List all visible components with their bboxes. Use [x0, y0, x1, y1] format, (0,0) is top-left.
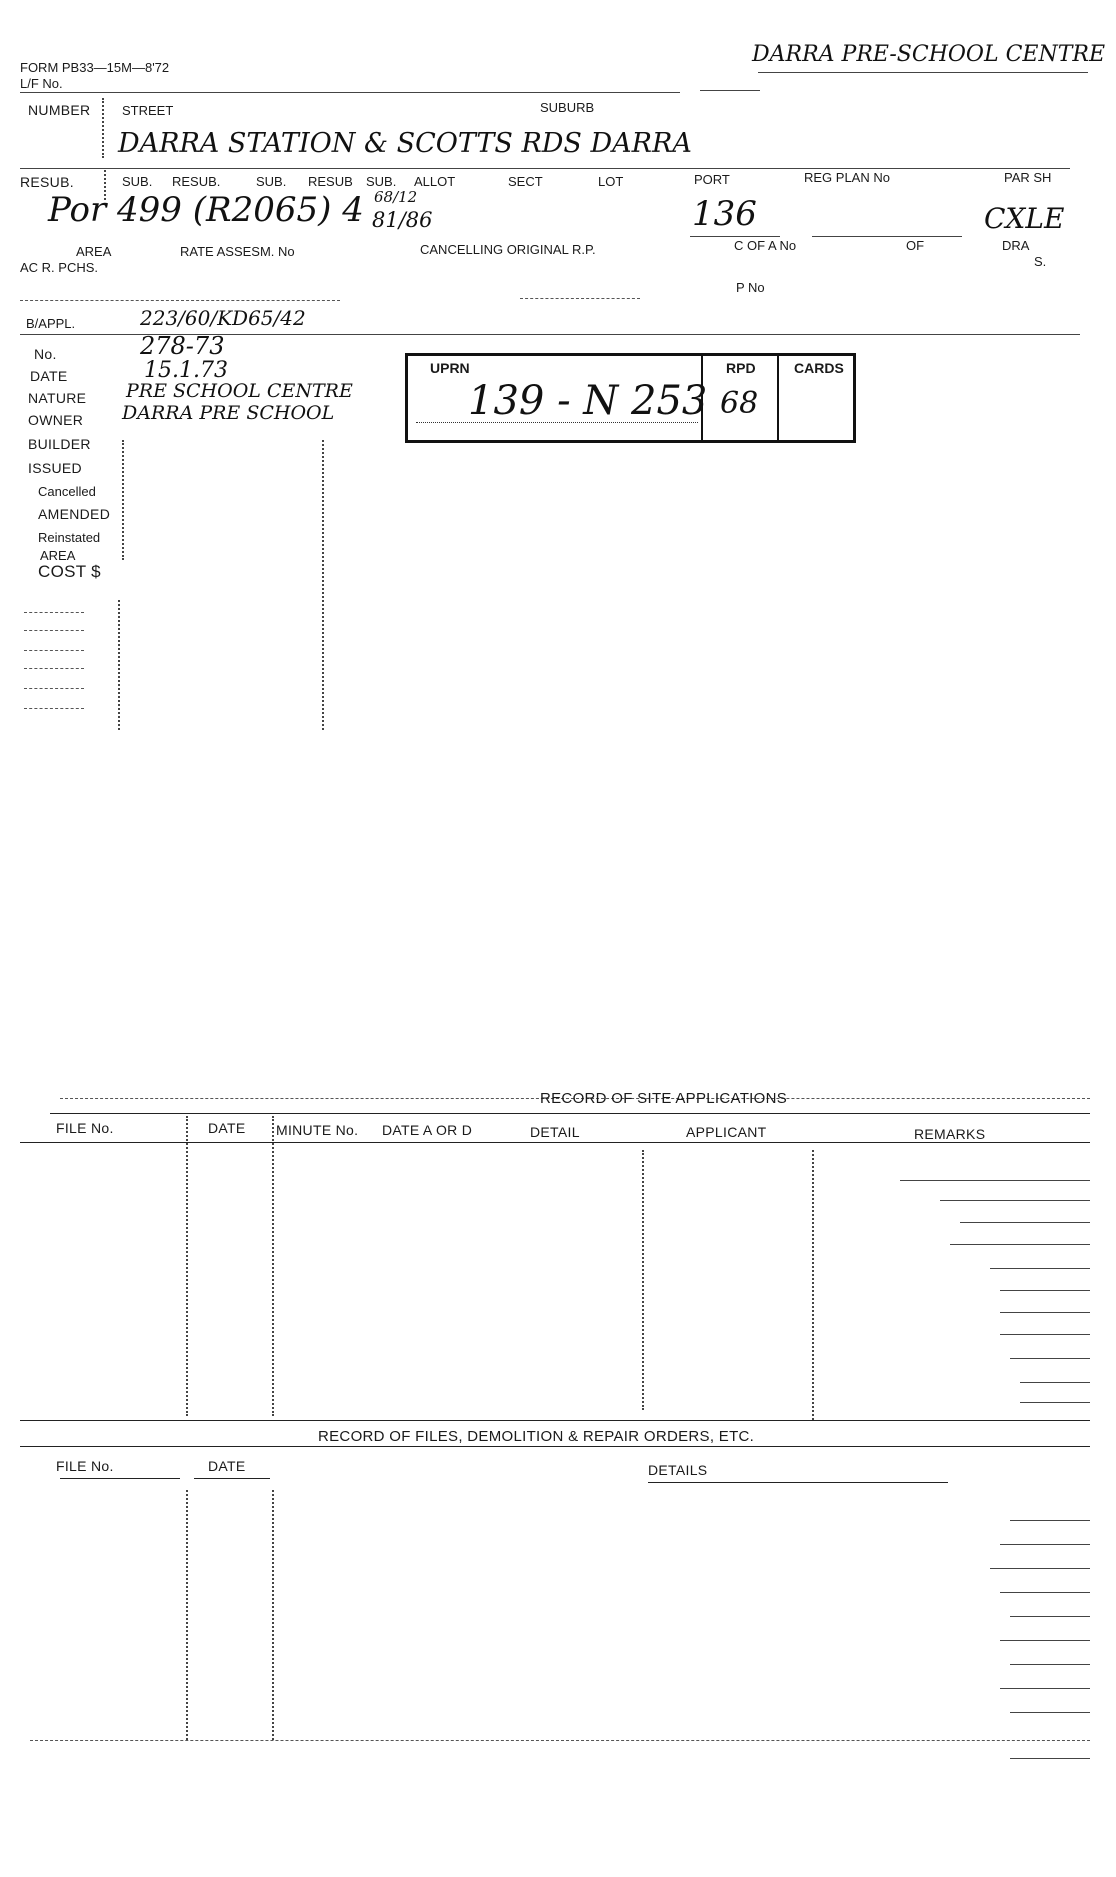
- uprn-value: 139 - N 253: [468, 378, 708, 424]
- reg-plan-label: REG PLAN No: [804, 170, 890, 185]
- cancelling-label: CANCELLING ORIGINAL R.P.: [420, 242, 596, 257]
- no-label: No.: [34, 346, 57, 362]
- cost-label: COST $: [38, 562, 101, 581]
- cards-label: CARDS: [794, 360, 844, 376]
- resub-label-2: RESUB: [308, 174, 353, 189]
- files-col-date: DATE: [208, 1458, 246, 1474]
- site-col-file-no: FILE No.: [56, 1120, 114, 1136]
- area-label-2: AREA: [40, 548, 76, 563]
- port-value: 136: [692, 194, 757, 234]
- files-col-file-no: FILE No.: [56, 1458, 114, 1474]
- area-label: AREA: [76, 244, 112, 259]
- sub-label-3: SUB.: [366, 174, 397, 189]
- files-col-details: DETAILS: [648, 1462, 708, 1478]
- bappl-value: 223/60/KD65/42: [140, 306, 306, 330]
- port-label: PORT: [694, 172, 730, 187]
- p-no-label: P No: [736, 280, 765, 295]
- site-col-date: DATE: [208, 1120, 246, 1136]
- amended-label: AMENDED: [38, 506, 111, 522]
- of-label: OF: [906, 238, 925, 253]
- date-label: DATE: [30, 368, 68, 384]
- owner-value: DARRA PRE SCHOOL: [122, 402, 335, 424]
- bappl-label: B/APPL.: [26, 316, 76, 331]
- site-applications-title: RECORD OF SITE APPLICATIONS: [540, 1090, 788, 1107]
- builder-label: BUILDER: [28, 436, 91, 452]
- uprn-label: UPRN: [430, 360, 470, 376]
- street-label: STREET: [122, 103, 174, 118]
- suburb-label: SUBURB: [540, 100, 595, 115]
- rpd-value: 68: [720, 386, 759, 421]
- subdivision-value: Por 499 (R2065) 4: [48, 190, 364, 230]
- ac-r-pchs-label: AC R. PCHS.: [20, 260, 99, 275]
- nature-label: NATURE: [28, 390, 87, 406]
- site-col-minute-no: MINUTE No.: [276, 1122, 359, 1138]
- sect-label: SECT: [508, 174, 543, 189]
- reinstated-label: Reinstated: [38, 530, 101, 545]
- number-label: NUMBER: [28, 102, 91, 118]
- document-title: DARRA PRE-SCHOOL CENTRE: [752, 42, 1106, 67]
- cancelled-label: Cancelled: [38, 484, 96, 499]
- owner-label: OWNER: [28, 412, 84, 428]
- uprn-box: [405, 353, 856, 443]
- sub-fraction-top: 68/12: [374, 188, 418, 206]
- date-value: 15.1.73: [144, 358, 228, 383]
- resub-label-1: RESUB.: [172, 174, 221, 189]
- rpd-label: RPD: [726, 360, 756, 376]
- site-col-detail: DETAIL: [530, 1124, 580, 1140]
- allot-label: ALLOT: [414, 174, 456, 189]
- form-code: FORM PB33—15M—8'72: [20, 60, 170, 75]
- s-label: S.: [1034, 254, 1047, 269]
- lot-label: LOT: [598, 174, 624, 189]
- c-of-a-label: C OF A No: [734, 238, 797, 253]
- sub-fraction-value: 81/86: [372, 208, 433, 232]
- resub-label: RESUB.: [20, 174, 74, 190]
- sub-label-1: SUB.: [122, 174, 153, 189]
- lf-no-label: L/F No.: [20, 76, 63, 91]
- site-col-applicant: APPLICANT: [686, 1124, 767, 1140]
- issued-label: ISSUED: [28, 460, 82, 476]
- dra-label: DRA: [1002, 238, 1030, 253]
- sub-label-2: SUB.: [256, 174, 287, 189]
- parish-label: PAR SH: [1004, 170, 1052, 185]
- parish-value: CXLE: [984, 202, 1065, 235]
- street-value: DARRA STATION & SCOTTS RDS DARRA: [118, 128, 692, 159]
- site-col-remarks: REMARKS: [914, 1126, 986, 1142]
- files-record-title: RECORD OF FILES, DEMOLITION & REPAIR ORDERS, ETC.: [318, 1428, 755, 1445]
- rate-assesm-label: RATE ASSESM. No: [180, 244, 295, 259]
- no-value: 278-73: [140, 332, 225, 360]
- site-col-date-a-or-d: DATE A OR D: [382, 1122, 473, 1138]
- nature-value: PRE SCHOOL CENTRE: [126, 380, 353, 402]
